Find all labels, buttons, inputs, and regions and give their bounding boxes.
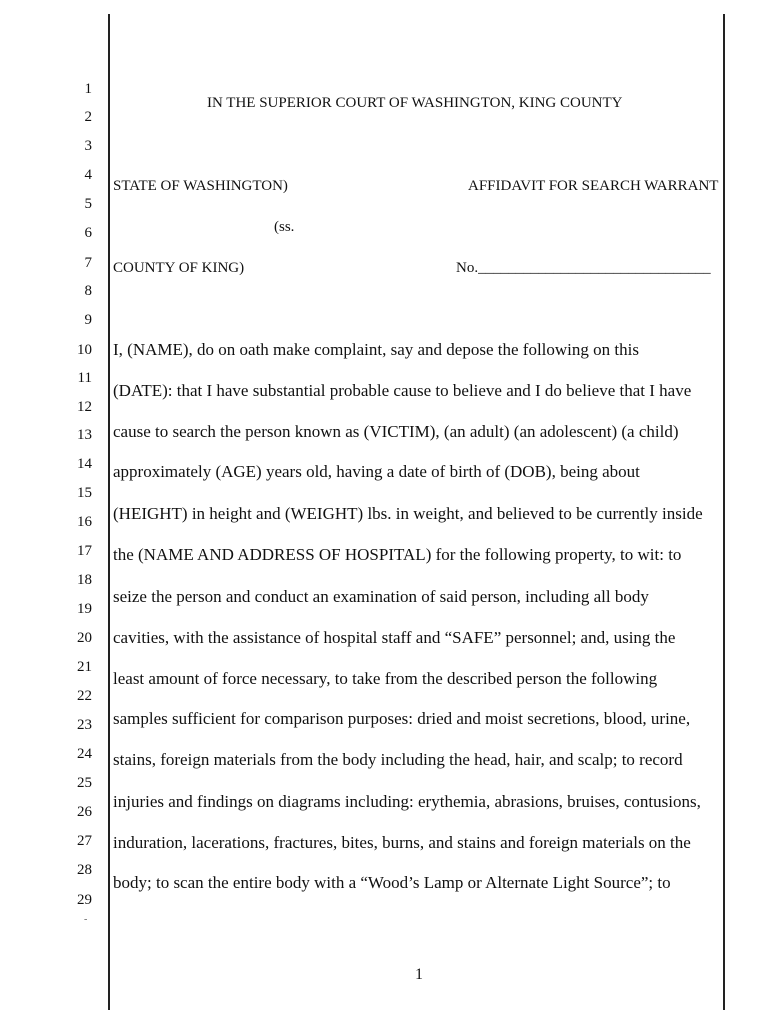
- page-number: 1: [415, 966, 423, 983]
- body-line: injuries and findings on diagrams including: erythemia, abrasions, bruises, contusions,: [113, 792, 701, 811]
- line-number: 13: [77, 427, 92, 443]
- body-line: least amount of force necessary, to take from the described person the following: [113, 669, 658, 688]
- body-line: (DATE): that I have substantial probable cause to believe and I do believe that I have: [113, 381, 692, 400]
- line-number: 16: [77, 514, 92, 530]
- line-number: 15: [77, 485, 92, 501]
- line-number: 17: [77, 543, 92, 559]
- body-line: (HEIGHT) in height and (WEIGHT) lbs. in weight, and believed to be currently inside: [113, 504, 703, 523]
- line-number: 8: [84, 283, 92, 299]
- court-title: IN THE SUPERIOR COURT OF WASHINGTON, KING COUNTY: [207, 95, 623, 111]
- body-line: body; to scan the entire body with a “Wood’s Lamp or Alternate Light Source”; to: [113, 873, 671, 892]
- body-line: the (NAME AND ADDRESS OF HOSPITAL) for the following property, to wit: to: [113, 545, 682, 564]
- body-line: cavities, with the assistance of hospital staff and “SAFE” personnel; and, using the: [113, 628, 676, 647]
- body-line: approximately (AGE) years old, having a date of birth of (DOB), being about: [113, 462, 640, 481]
- caption-state: STATE OF WASHINGTON): [113, 178, 288, 194]
- line-number: 25: [77, 775, 92, 791]
- body-line: I, (NAME), do on oath make complaint, say and depose the following on this: [113, 340, 639, 359]
- caption-county: COUNTY OF KING): [113, 260, 245, 276]
- document-title: AFFIDAVIT FOR SEARCH WARRANT: [468, 178, 719, 194]
- line-number: 7: [84, 255, 92, 271]
- line-number: 28: [77, 862, 92, 878]
- line-number: 1: [84, 81, 92, 97]
- line-number: 18: [77, 572, 92, 588]
- left-margin-rule: [108, 14, 110, 1010]
- line-number: 22: [77, 688, 92, 704]
- line-number: 21: [77, 659, 92, 675]
- line-number: 19: [77, 601, 92, 617]
- caption-ss: (ss.: [274, 219, 295, 235]
- body-line: samples sufficient for comparison purposes: dried and moist secretions, blood, urine,: [113, 709, 691, 728]
- line-number: 5: [84, 196, 92, 212]
- line-number: 11: [77, 370, 92, 386]
- line-number: 10: [77, 342, 92, 358]
- line-number: 29: [77, 892, 92, 908]
- line-number: 3: [84, 138, 92, 154]
- line-number: 24: [77, 746, 92, 762]
- line-number: 27: [77, 833, 92, 849]
- margin-mark: -: [84, 914, 88, 925]
- page-number-footer: [0, 966, 770, 984]
- line-number: 6: [84, 225, 92, 241]
- right-margin-rule: [723, 14, 725, 1010]
- case-number-field: No._______________________________: [456, 260, 711, 276]
- body-line: induration, lacerations, fractures, bites, burns, and stains and foreign materials on the: [113, 833, 691, 852]
- line-number: 9: [84, 312, 92, 328]
- line-number: 12: [77, 399, 92, 415]
- body-line: seize the person and conduct an examination of said person, including all body: [113, 587, 649, 606]
- body-line: stains, foreign materials from the body including the head, hair, and scalp; to record: [113, 750, 683, 769]
- line-number: 26: [77, 804, 92, 820]
- line-number: 14: [77, 456, 92, 472]
- line-number: 2: [84, 109, 92, 125]
- body-line: cause to search the person known as (VICTIM), (an adult) (an adolescent) (a child): [113, 422, 679, 441]
- line-number: 20: [77, 630, 92, 646]
- line-number: 4: [84, 167, 92, 183]
- line-number: 23: [77, 717, 92, 733]
